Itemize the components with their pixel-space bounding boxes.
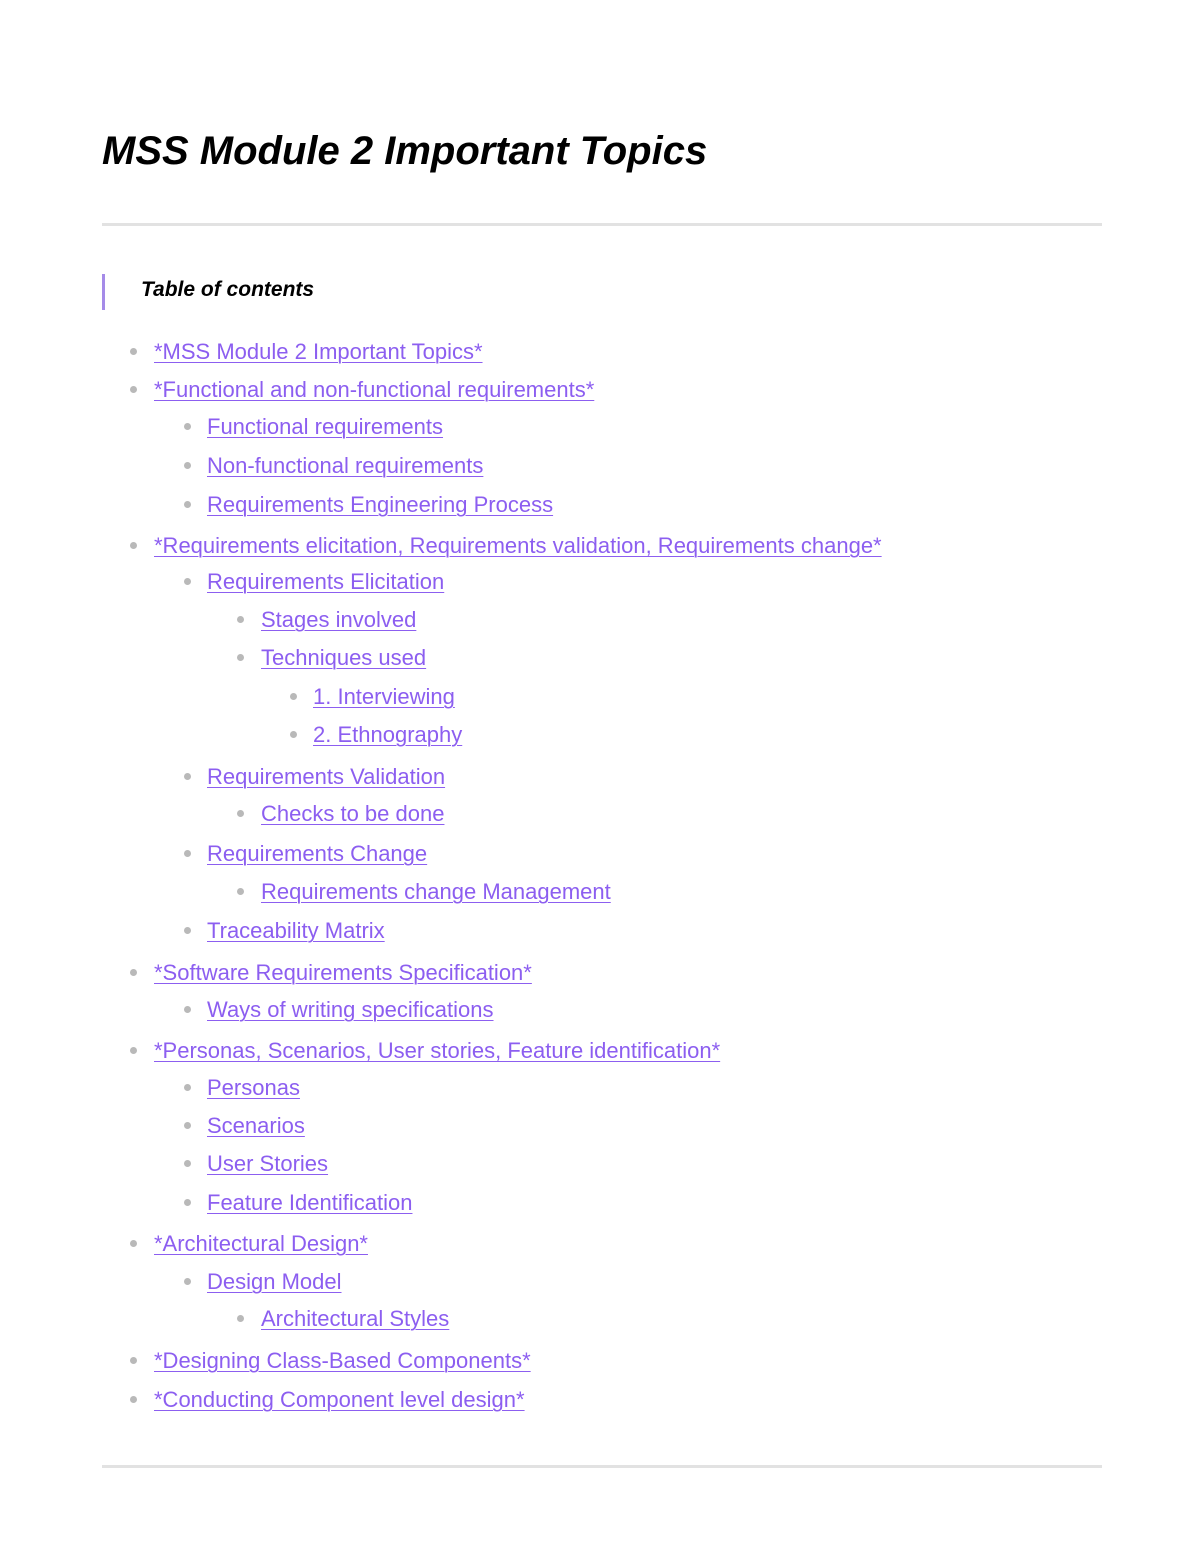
toc-link-conducting-component-level-design[interactable]: *Conducting Component level design* <box>154 1387 525 1412</box>
bottom-divider <box>102 1465 1102 1468</box>
toc-link-ethnography[interactable]: 2. Ethnography <box>313 722 463 747</box>
bullet-icon <box>184 1160 191 1167</box>
toc-link-requirements-elicitation-validation-change[interactable]: *Requirements elicitation, Requirements validation, Requirements change* <box>154 533 882 558</box>
toc-link-interviewing[interactable]: 1. Interviewing <box>313 684 455 709</box>
toc-link-requirements-validation[interactable]: Requirements Validation <box>207 764 446 789</box>
bullet-icon <box>184 1278 191 1285</box>
toc-callout <box>102 274 314 310</box>
toc-link-architectural-styles[interactable]: Architectural Styles <box>261 1306 450 1331</box>
toc-link-ways-of-writing-specifications[interactable]: Ways of writing specifications <box>207 997 494 1022</box>
bullet-icon <box>184 850 191 857</box>
bullet-icon <box>130 542 137 549</box>
bullet-icon <box>130 1357 137 1364</box>
bullet-icon <box>184 1122 191 1129</box>
toc-link-mss-module-2-important-topics[interactable]: *MSS Module 2 Important Topics* <box>154 339 483 364</box>
toc-link-non-functional-requirements[interactable]: Non-functional requirements <box>207 453 484 478</box>
bullet-icon <box>237 1315 244 1322</box>
bullet-icon <box>130 386 137 393</box>
page-title: MSS Module 2 Important Topics <box>102 129 708 173</box>
bullet-icon <box>290 693 297 700</box>
top-divider <box>102 223 1102 226</box>
bullet-icon <box>290 731 297 738</box>
toc-link-requirements-engineering-process[interactable]: Requirements Engineering Process <box>207 492 554 517</box>
bullet-icon <box>184 1199 191 1206</box>
bullet-icon <box>130 1240 137 1247</box>
bullet-icon <box>130 348 137 355</box>
toc-link-checks-to-be-done[interactable]: Checks to be done <box>261 801 445 826</box>
bullet-icon <box>184 462 191 469</box>
toc-heading: Table of contents <box>141 278 315 301</box>
toc-link-designing-class-based-components[interactable]: *Designing Class-Based Components* <box>154 1348 531 1373</box>
bullet-icon <box>237 888 244 895</box>
toc-link-software-requirements-specification[interactable]: *Software Requirements Specification* <box>154 960 532 985</box>
toc-link-requirements-change[interactable]: Requirements Change <box>207 841 428 866</box>
bullet-icon <box>184 927 191 934</box>
toc-link-requirements-elicitation[interactable]: Requirements Elicitation <box>207 569 445 594</box>
toc-link-techniques-used[interactable]: Techniques used <box>261 645 427 670</box>
bullet-icon <box>184 423 191 430</box>
bullet-icon <box>184 1006 191 1013</box>
bullet-icon <box>237 810 244 817</box>
toc-link-design-model[interactable]: Design Model <box>207 1269 342 1294</box>
toc-link-user-stories[interactable]: User Stories <box>207 1151 329 1176</box>
toc-link-personas-scenarios-user-stories-feature-identification[interactable]: *Personas, Scenarios, User stories, Feature identification* <box>154 1038 721 1063</box>
bullet-icon <box>184 1084 191 1091</box>
toc-link-requirements-change-management[interactable]: Requirements change Management <box>261 879 611 904</box>
toc-link-traceability-matrix[interactable]: Traceability Matrix <box>207 918 385 943</box>
bullet-icon <box>184 773 191 780</box>
toc-link-personas[interactable]: Personas <box>207 1075 300 1100</box>
toc-link-stages-involved[interactable]: Stages involved <box>261 607 417 632</box>
bullet-icon <box>184 578 191 585</box>
toc-link-scenarios[interactable]: Scenarios <box>207 1113 305 1138</box>
toc-link-architectural-design[interactable]: *Architectural Design* <box>154 1231 368 1256</box>
toc-link-functional-and-non-functional-requirements[interactable]: *Functional and non-functional requirements* <box>154 377 595 402</box>
bullet-icon <box>130 1396 137 1403</box>
bullet-icon <box>130 1047 137 1054</box>
toc-link-functional-requirements[interactable]: Functional requirements <box>207 414 444 439</box>
bullet-icon <box>130 969 137 976</box>
toc-link-feature-identification[interactable]: Feature Identification <box>207 1190 413 1215</box>
bullet-icon <box>184 501 191 508</box>
bullet-icon <box>237 616 244 623</box>
bullet-icon <box>237 654 244 661</box>
